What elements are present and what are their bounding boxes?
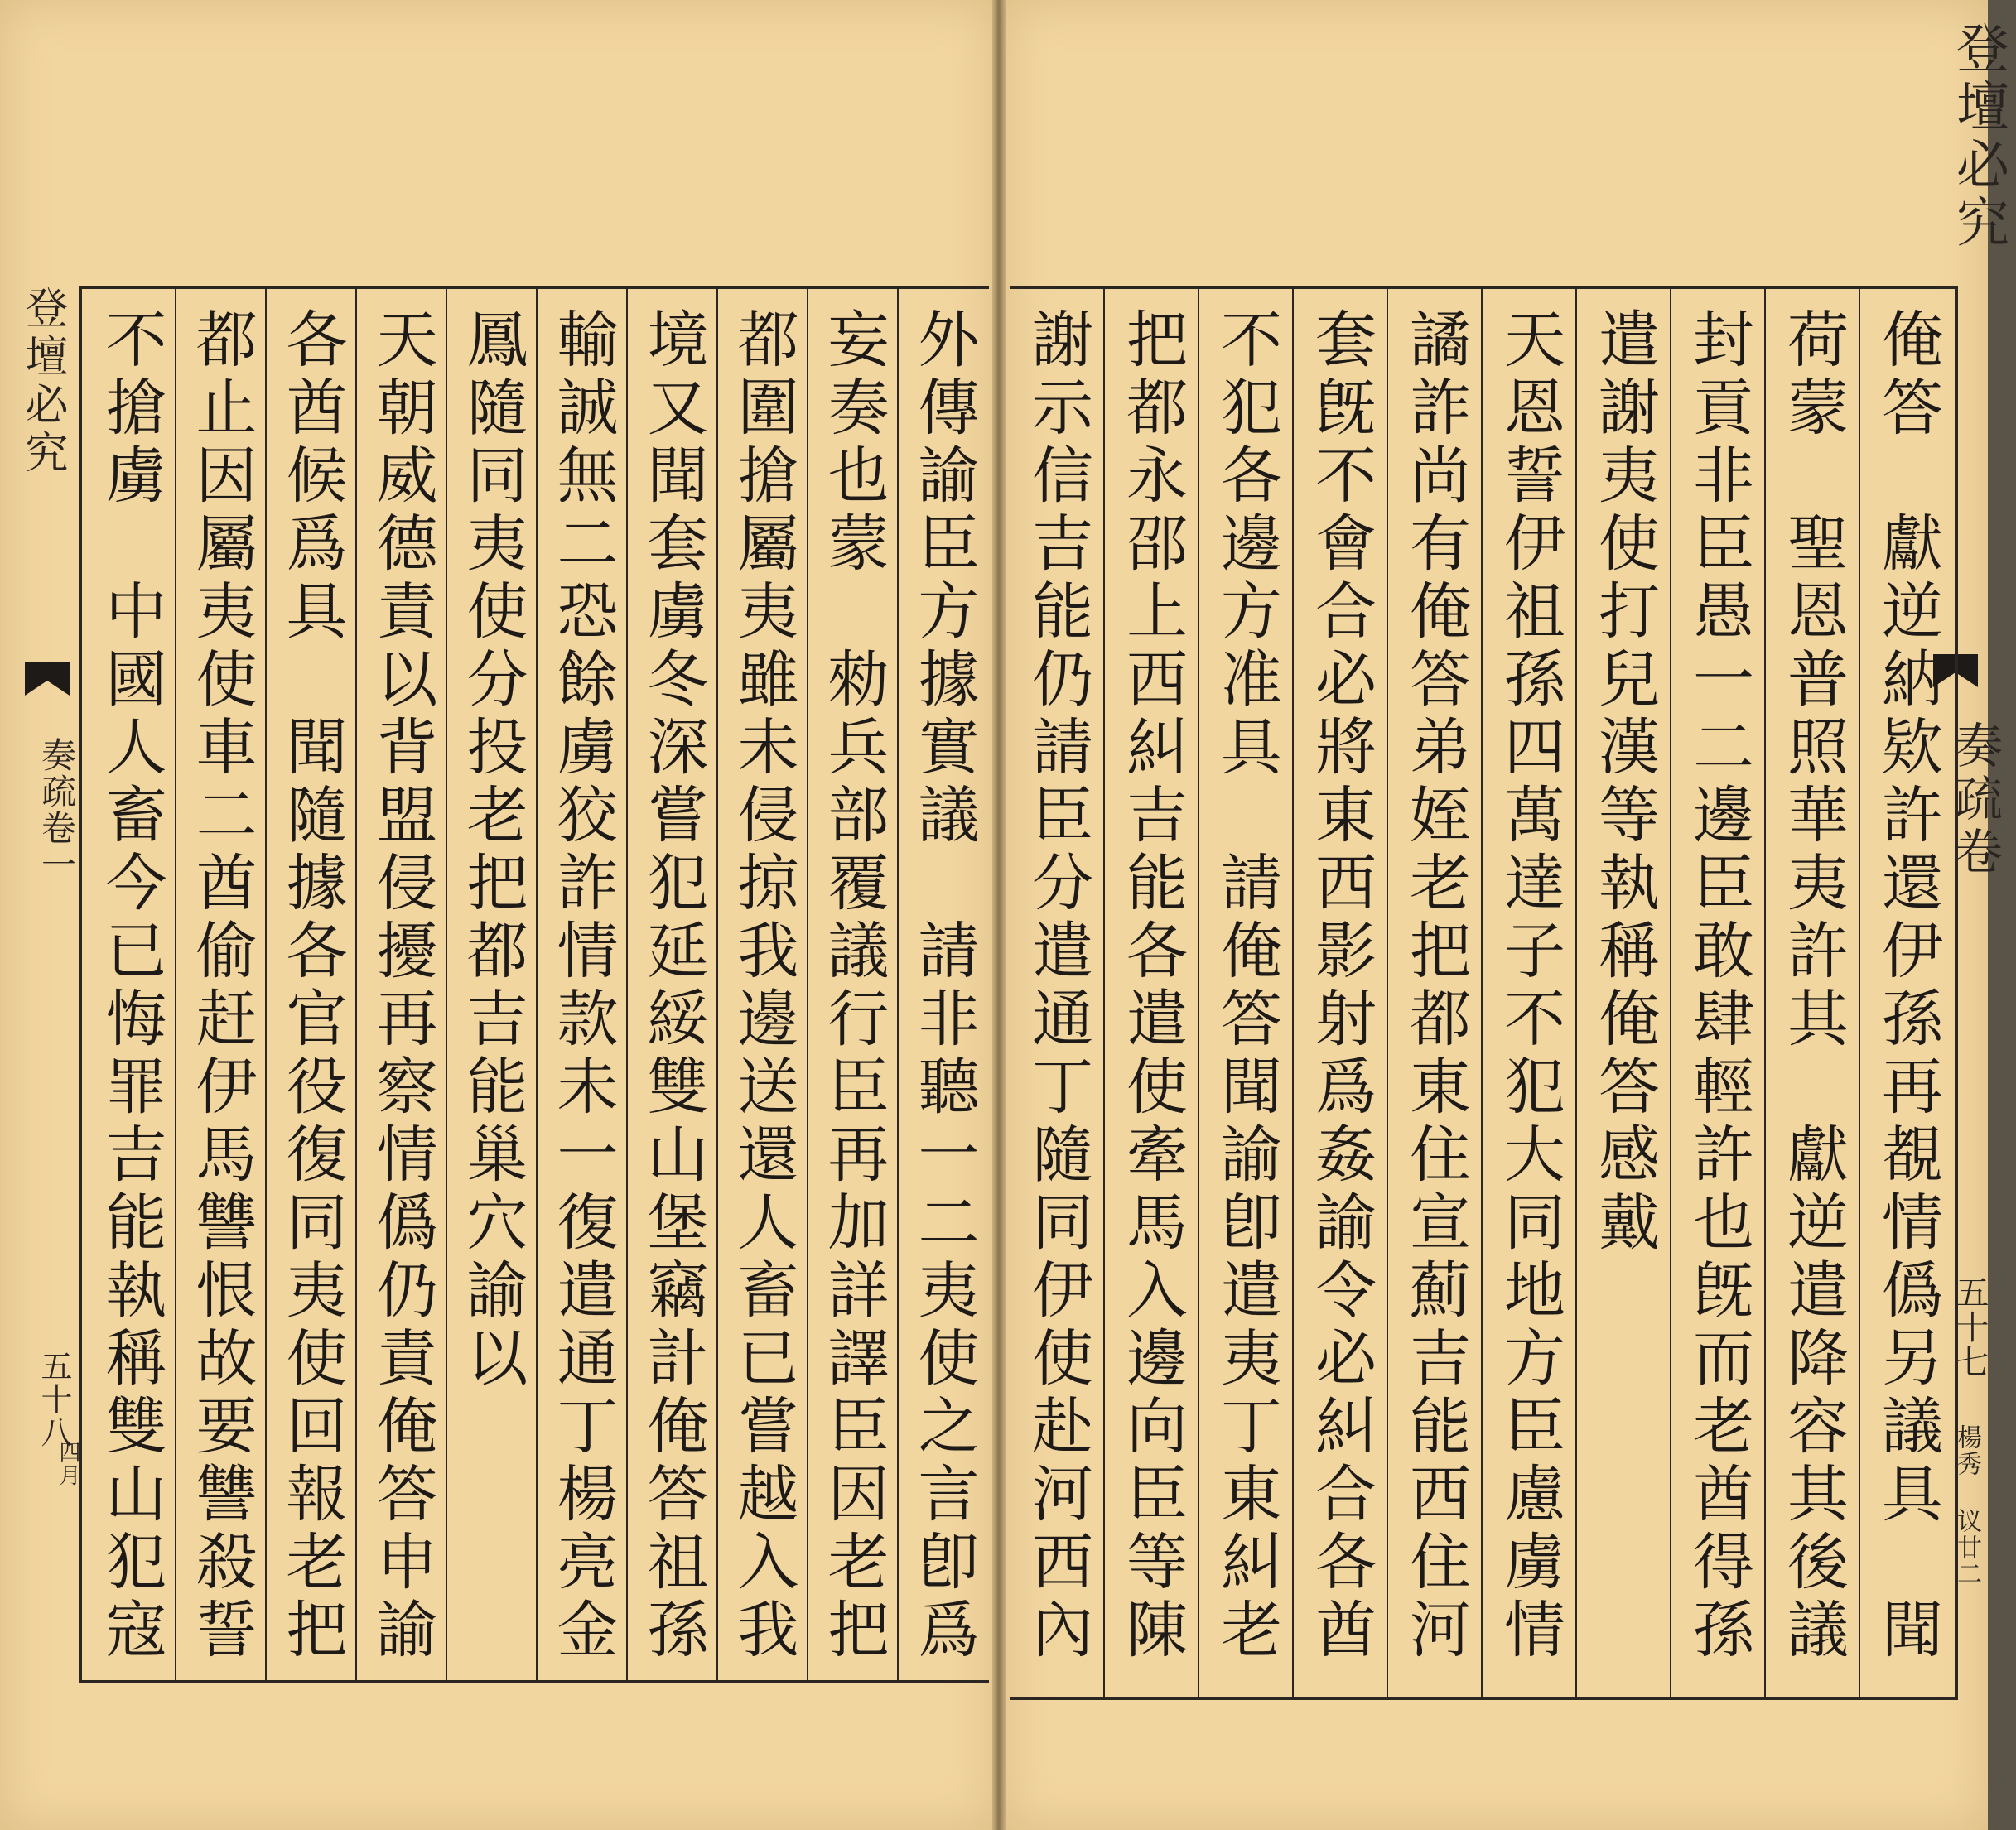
right-margin-leaf: 五十七 xyxy=(1951,1275,1989,1380)
text-column: 遣謝夷使打兒漢等執稱俺答感戴 xyxy=(1589,307,1660,1258)
right-margin-section: 奏疏卷 xyxy=(1946,720,2003,879)
text-column: 謝示信吉能仍請臣分遣通丁隨同伊使赴河西內 xyxy=(1022,307,1093,1665)
left-margin-leaf: 五十八 xyxy=(36,1350,72,1449)
left-margin-section: 奏疏卷一 xyxy=(36,737,77,883)
text-column: 不搶虜 中國人畜今已悔罪吉能執稱雙山犯寇 xyxy=(95,307,167,1665)
text-column: 荷蒙 聖恩普照華夷許其 獻逆遣降容其後議 xyxy=(1777,307,1849,1665)
text-column: 各酋候爲具 聞隨據各官役復同夷使回報老把 xyxy=(276,307,348,1665)
text-column: 輸誠無二恐餘虜狡詐情款未一復遣通丁楊亮金 xyxy=(547,307,619,1665)
book-spine xyxy=(992,0,1006,1830)
text-column: 封貢非臣愚一二邊臣敢肆輕許也旣而老酋得孫 xyxy=(1683,307,1754,1665)
right-text-frame xyxy=(1010,286,1958,1700)
text-column: 套旣不會合必將東西影射爲姦諭令必糾合各酋 xyxy=(1305,307,1377,1665)
left-margin-title: 登壇必究 xyxy=(17,286,67,478)
right-margin-title: 登壇必究 xyxy=(1947,21,2009,253)
text-column: 妄奏也蒙 勑兵部覆議行臣再加詳譯臣因老把 xyxy=(817,307,890,1665)
text-column: 鳳隨同夷使分投老把都吉能巢穴諭以 xyxy=(456,307,528,1394)
left-margin-carver: 四月 xyxy=(55,1441,80,1487)
text-column: 境又聞套虜冬深嘗犯延綏雙山堡竊計俺答祖孫 xyxy=(637,307,709,1665)
text-column: 天恩誓伊祖孫四萬達子不犯大同地方臣慮虜情 xyxy=(1494,307,1565,1665)
left-text-frame xyxy=(79,286,989,1683)
text-column: 都圍搶屬夷雖未侵掠我邊送還人畜已嘗越入我 xyxy=(727,307,799,1665)
right-margin-carver: 楊秀 议廿二 xyxy=(1952,1424,1981,1587)
text-column: 把都永邵上西糾吉能各遣使牽馬入邊向臣等陳 xyxy=(1117,307,1188,1665)
text-column: 俺答 獻逆納欵許還伊孫再覩情僞另議具 聞 xyxy=(1872,307,1943,1665)
text-column: 不犯各邊方准具 請俺答聞諭卽遣夷丁東糾老 xyxy=(1211,307,1282,1665)
fish-tail-mark xyxy=(25,662,70,696)
text-column: 都止因屬夷使車二酋偷赶伊馬讐恨故要讐殺誓 xyxy=(186,307,258,1665)
text-column: 譎詐尚有俺答弟姪老把都東住宣薊吉能西住河 xyxy=(1400,307,1471,1665)
text-column: 外傳諭臣方據實議 請非聽一二夷使之言卽爲 xyxy=(908,307,980,1665)
text-column: 天朝威德責以背盟侵擾再察情僞仍責俺答申諭 xyxy=(366,307,438,1665)
